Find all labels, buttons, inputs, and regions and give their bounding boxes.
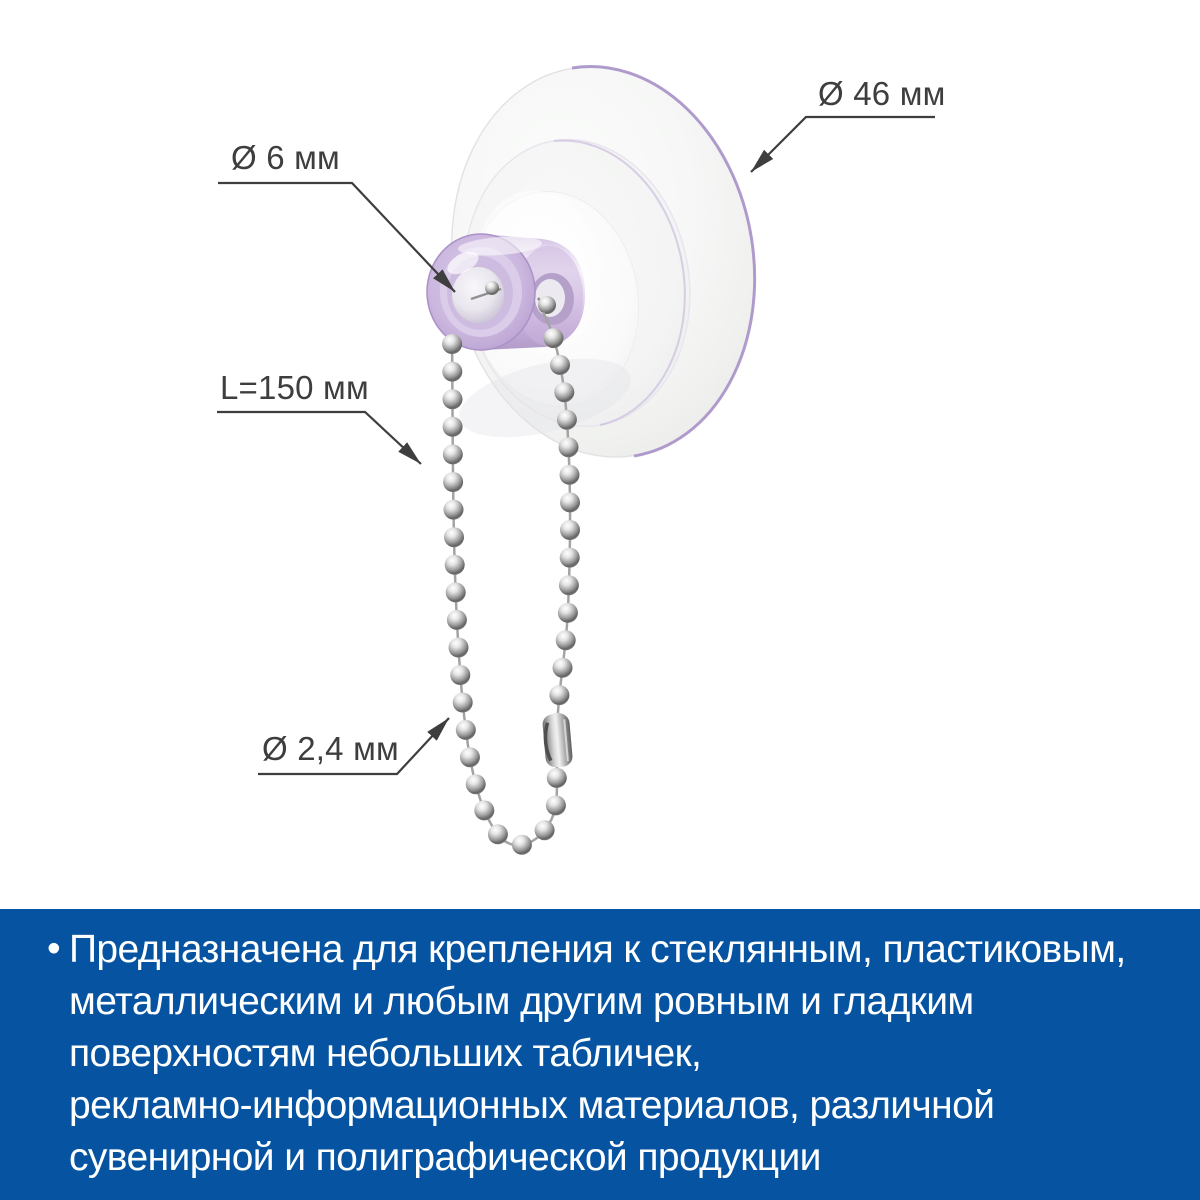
description-line: поверхностям небольших табличек, [69, 1032, 702, 1075]
label-cup-diameter: Ø 46 мм [818, 75, 946, 112]
description-line: сувенирной и полиграфической продукции [69, 1136, 821, 1179]
description-line: металлическим и любым другим ровным и гладким [69, 980, 974, 1023]
description-line: рекламно-информационных материалов, различной [69, 1084, 995, 1127]
label-chain-ball-diameter: Ø 2,4 мм [262, 730, 399, 767]
leader-knob-hole-diameter [218, 183, 455, 292]
label-knob-hole-diameter: Ø 6 мм [231, 139, 340, 176]
leader-cup-diameter [751, 117, 935, 172]
bullet-marker: • [47, 927, 61, 970]
description-panel [0, 909, 1200, 1200]
label-chain-length: L=150 мм [220, 369, 369, 406]
chain-connector [542, 713, 574, 768]
knob-hole [452, 267, 504, 323]
chain-ball-in-knob [538, 296, 556, 314]
description-text [47, 924, 1160, 1184]
leader-chain-length [217, 412, 421, 464]
description-line: Предназначена для крепления к стеклянным, пластиковым, [69, 928, 1126, 971]
